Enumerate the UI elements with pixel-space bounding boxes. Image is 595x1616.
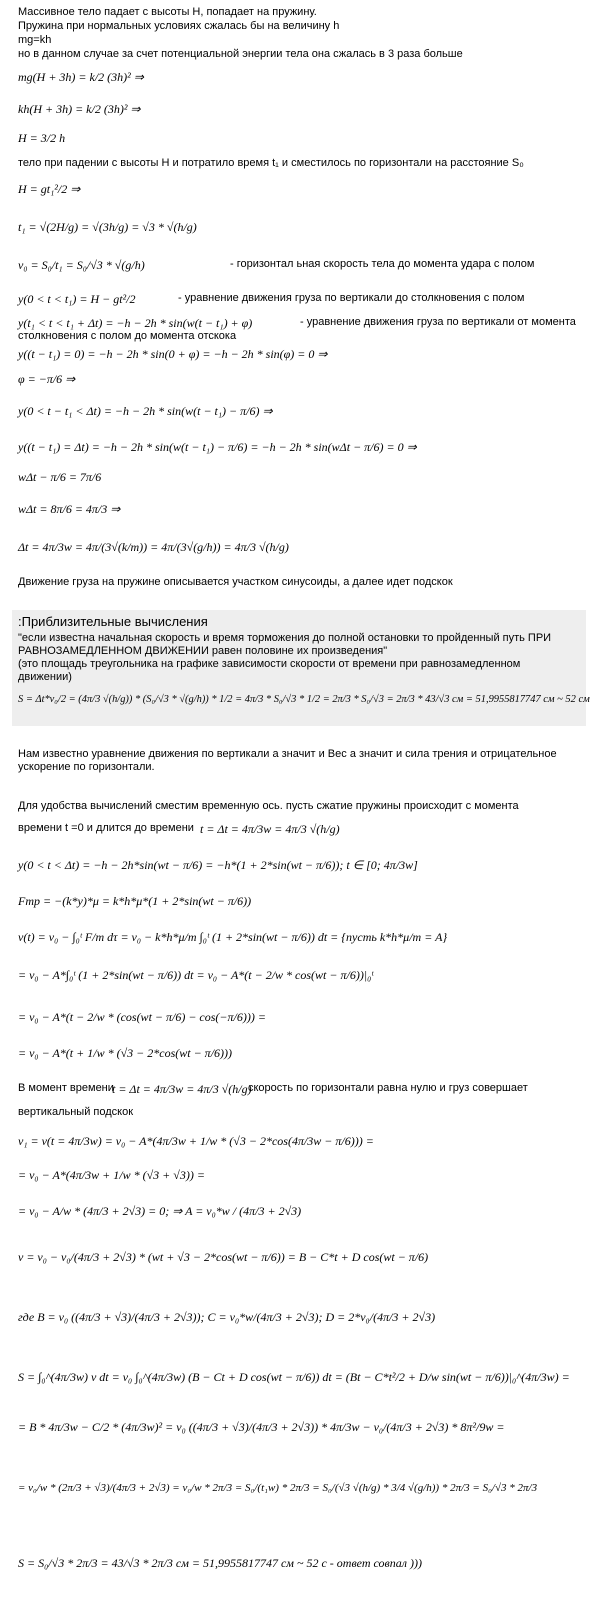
moment-time-formula: t = Δt = 4π/3w = 4π/3 √(h/g)	[112, 1082, 252, 1096]
approximate-quote-2: РАВНОЗАМЕДЛЕННОМ ДВИЖЕНИИ равен половине их произведения"	[18, 645, 388, 657]
equation-S-final: S = S₀/√3 * 2π/3 = 43/√3 * 2π/3 см = 51,9955817747 см ~ 52 с - ответ совпал )))	[18, 1556, 422, 1570]
moment-text-3: вертикальный подскок	[18, 1106, 134, 1118]
spring-motion-note-cont: столкновения с полом до момента отскока	[18, 330, 237, 342]
shift-time-formula: t = Δt = 4π/3w = 4π/3 √(h/g)	[200, 822, 340, 836]
equation-fall-height: H = gt₁²/2 ⇒	[18, 182, 81, 196]
moment-text-2: скорость по горизонтали равна нулю и груз совершает	[248, 1082, 528, 1094]
fall-description: тело при падении с высоты H и потратило время t₁ и сместилось по горизонтали на расстояние S₀	[18, 157, 524, 169]
equation-v1: v₁ = v(t = 4π/3w) = v₀ − A*(4π/3w + 1/w * (√3 − 2*cos(4π/3w − π/6))) =	[18, 1134, 374, 1148]
equation-height: H = 3/2 h	[18, 131, 66, 145]
approximate-formula: S = Δt*v₀/2 = (4π/3 √(h/g)) * (S₀/√3 * √(g/h)) * 1/2 = 4π/3 * S₀/√3 * 1/2 = 2π/3 * S₀/√3 = 2π/3 * 43/√3 см = 51,9955817747 см ~ 52 см	[18, 694, 590, 705]
shift-line-2: времени t =0 и длится до времени	[18, 822, 194, 834]
equation-delta-t: Δt = 4π/3w = 4π/(3√(k/m)) = 4π/(3√(g/h)) = 4π/3 √(h/g)	[18, 540, 289, 554]
equation-energy-1: mg(H + 3h) = k/2 (3h)² ⇒	[18, 70, 144, 84]
equation-initial-phase: y((t − t₁) = 0) = −h − 2h * sin(0 + φ) = −h − 2h * sin(φ) = 0 ⇒	[18, 347, 328, 361]
equation-spring-shifted: y(0 < t − t₁ < Δt) = −h − 2h * sin(w(t − t₁) − π/6) ⇒	[18, 404, 273, 418]
equation-velocity-integral-2: = v₀ − A*∫₀ᵗ (1 + 2*sin(wt − π/6)) dt = v₀ − A*(t − 2/w * cos(wt − π/6))|₀ᵗ	[18, 968, 374, 982]
equation-velocity-3: = v₀ − A*(t − 2/w * (cos(wt − π/6) − cos(−π/6))) =	[18, 1010, 266, 1024]
equation-S-expanded: = B * 4π/3w − C/2 * (4π/3w)² = v₀ ((4π/3 + √3)/(4π/3 + 2√3)) * 4π/3w − v₀/(4π/3 + 2√3) * 8π²/9w =	[18, 1420, 505, 1434]
horizontal-velocity-note: - горизонтал ьная скорость тела до момента удара с полом	[230, 258, 535, 270]
equation-w-delta-t: wΔt = 8π/6 = 4π/3 ⇒	[18, 502, 121, 516]
equation-constants: где B = v₀ ((4π/3 + √3)/(4π/3 + 2√3)); C = v₀*w/(4π/3 + 2√3); D = 2*v₀/(4π/3 + 2√3)	[18, 1310, 436, 1324]
equation-y-shifted: y(0 < t < Δt) = −h − 2h*sin(wt − π/6) = −h*(1 + 2*sin(wt − π/6)); t ∈ [0; 4π/3w]	[18, 858, 418, 872]
equation-energy-2: kh(H + 3h) = k/2 (3h)² ⇒	[18, 102, 141, 116]
equation-spring-motion: y(t₁ < t < t₁ + Δt) = −h − 2h * sin(w(t − t₁) + φ)	[18, 316, 253, 330]
moment-text-1: В момент времени	[18, 1082, 114, 1094]
equation-phase-end: wΔt − π/6 = 7π/6	[18, 470, 102, 484]
equation-horizontal-velocity: v₀ = S₀/t₁ = S₀/√3 * √(g/h)	[18, 258, 145, 272]
intro-line-3: mg=kh	[18, 34, 52, 46]
approximate-calculation-title: :Приблизительные вычисления	[18, 614, 208, 629]
intro-line-1: Массивное тело падает с высоты H, попадает на пружину.	[18, 6, 317, 18]
equation-vertical-motion: y(0 < t < t₁) = H − gt²/2	[18, 292, 136, 306]
equation-friction-force: Fтр = −(k*y)*μ = k*h*μ*(1 + 2*sin(wt − π/6))	[18, 894, 252, 908]
known-line-2: ускорение по горизонтали.	[18, 761, 155, 773]
equation-S-integral: S = ∫₀^(4π/3w) v dt = v₀ ∫₀^(4π/3w) (B − Ct + D cos(wt − π/6)) dt = (Bt − C*t²/2 + D/w sin(wt − π/6))|₀^(4π/3w) =	[18, 1370, 570, 1384]
intro-line-4: но в данном случае за счет потенциальной энергии тела она сжалась в 3 раза больше	[18, 48, 463, 60]
equation-v1-2: = v₀ − A*(4π/3w + 1/w * (√3 + √3)) =	[18, 1168, 205, 1182]
equation-S-simplified: = v₀/w * (2π/3 + √3)/(4π/3 + 2√3) = v₀/w * 2π/3 = S₀/(t₁w) * 2π/3 = S₀/(√3 √(h/g) * 3/4 √(g/h)) * 2π/3 = S₀/√3 * 2π/3	[18, 1482, 538, 1494]
approximate-paren-2: движении)	[18, 671, 72, 683]
equation-phi: φ = −π/6 ⇒	[18, 372, 76, 386]
equation-v-general: v = v₀ − v₀/(4π/3 + 2√3) * (wt + √3 − 2*cos(wt − π/6)) = B − C*t + D cos(wt − π/6)	[18, 1250, 429, 1264]
sinusoid-note: Движение груза на пружине описывается участком синусоиды, а далее идет подскок	[18, 576, 453, 588]
vertical-motion-note: - уравнение движения груза по вертикали до столкновения с полом	[178, 292, 525, 304]
shift-line-1: Для удобства вычислений сместим временную ось. пусть сжатие пружины происходит с момента	[18, 800, 519, 812]
equation-velocity-4: = v₀ − A*(t + 1/w * (√3 − 2*cos(wt − π/6)))	[18, 1046, 233, 1060]
intro-line-2: Пружина при нормальных условиях сжалась бы на величину h	[18, 20, 340, 32]
equation-A: = v₀ − A/w * (4π/3 + 2√3) = 0; ⇒ A = v₀*w / (4π/3 + 2√3)	[18, 1204, 302, 1218]
equation-velocity-integral: v(t) = v₀ − ∫₀ᵗ F/m dτ = v₀ − k*h*μ/m ∫₀ᵗ (1 + 2*sin(wt − π/6)) dt = {пусть k*h*μ/m = A}	[18, 930, 448, 944]
approximate-paren-1: (это площадь треугольника на графике зависимости скорости от времени при равнозамедленном	[18, 658, 521, 670]
known-line-1: Нам известно уравнение движения по вертикали а значит и Вес а значит и сила трения и отрицательное	[18, 748, 557, 760]
equation-spring-end: y((t − t₁) = Δt) = −h − 2h * sin(w(t − t₁) − π/6) = −h − 2h * sin(wΔt − π/6) = 0 ⇒	[18, 440, 417, 454]
spring-motion-note: - уравнение движения груза по вертикали от момента	[300, 316, 576, 328]
equation-fall-time: t₁ = √(2H/g) = √(3h/g) = √3 * √(h/g)	[18, 220, 197, 234]
approximate-quote-1: "если известна начальная скорость и время торможения до полной остановки то пройденный путь ПРИ	[18, 632, 552, 644]
